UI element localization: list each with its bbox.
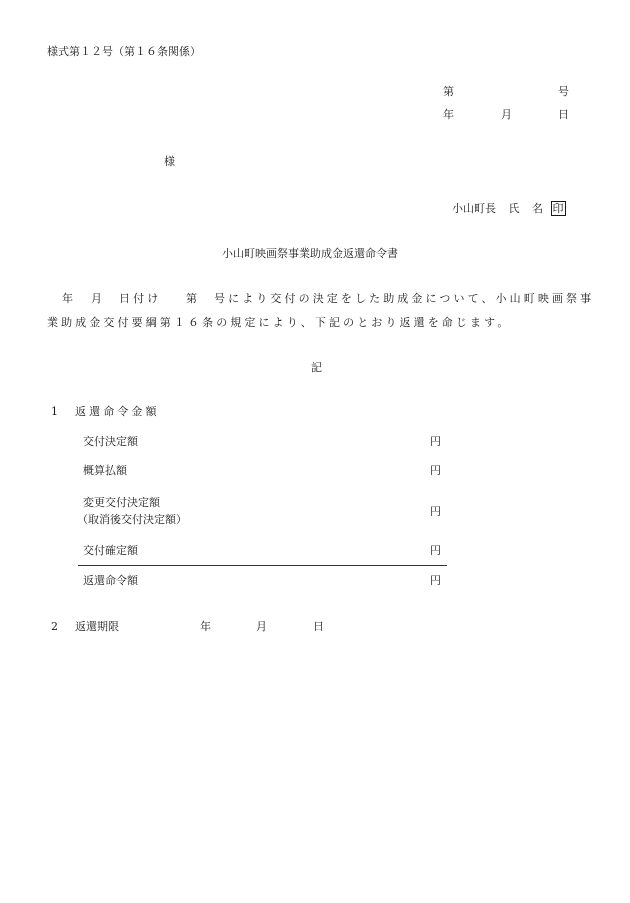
form-label: 様式第１２号（第１６条関係）: [47, 45, 201, 58]
date-month: 月: [501, 108, 512, 121]
body-dai: 第: [186, 292, 197, 305]
section1-number: 1: [51, 405, 58, 418]
section2-number: 2: [51, 620, 58, 633]
row-unit: 円: [430, 505, 441, 518]
section1-title: 返還命令金額: [75, 405, 160, 418]
row-sublabel: （取消後交付決定額）: [77, 513, 187, 526]
row-unit: 円: [430, 544, 441, 557]
date-year: 年: [443, 108, 454, 121]
body-line-2: 業助成金交付要綱第１６条の規定により、下記のとおり返還を命じます。: [47, 316, 512, 329]
issuer-name-label-1: 氏: [508, 202, 520, 215]
issuer-block: [452, 201, 566, 216]
number-suffix: 号: [558, 85, 569, 98]
row-unit: 円: [430, 464, 441, 477]
row-label: 交付確定額: [83, 544, 138, 557]
row-unit: 円: [430, 435, 441, 448]
row-label: 返還命令額: [83, 574, 138, 587]
document-title: 小山町映画祭事業助成金返還命令書: [222, 247, 398, 260]
deadline-year: 年: [200, 620, 211, 633]
section2-title: 返還期限: [75, 620, 119, 633]
row-label: 変更交付決定額: [83, 496, 160, 509]
row-label: 概算払額: [83, 464, 127, 477]
body-month: 月: [91, 292, 102, 305]
deadline-day: 日: [313, 620, 324, 633]
deadline-month: 月: [256, 620, 267, 633]
date-day: 日: [558, 108, 569, 121]
row-unit: 円: [430, 574, 441, 587]
row-label: 交付決定額: [83, 435, 138, 448]
issuer-name-label-2: 名: [532, 202, 543, 215]
body-text-1: 号により交付の決定をした助成金について、小山町映画祭事: [214, 292, 595, 305]
issuer-title: 小山町長: [452, 202, 496, 215]
body-dated: 日付け: [119, 292, 162, 305]
divider-line: [78, 565, 447, 566]
seal-mark: 印: [552, 202, 564, 215]
ki-label: 記: [311, 361, 322, 374]
body-year: 年: [62, 292, 73, 305]
number-prefix: 第: [443, 85, 454, 98]
recipient-honorific: 様: [164, 155, 175, 168]
